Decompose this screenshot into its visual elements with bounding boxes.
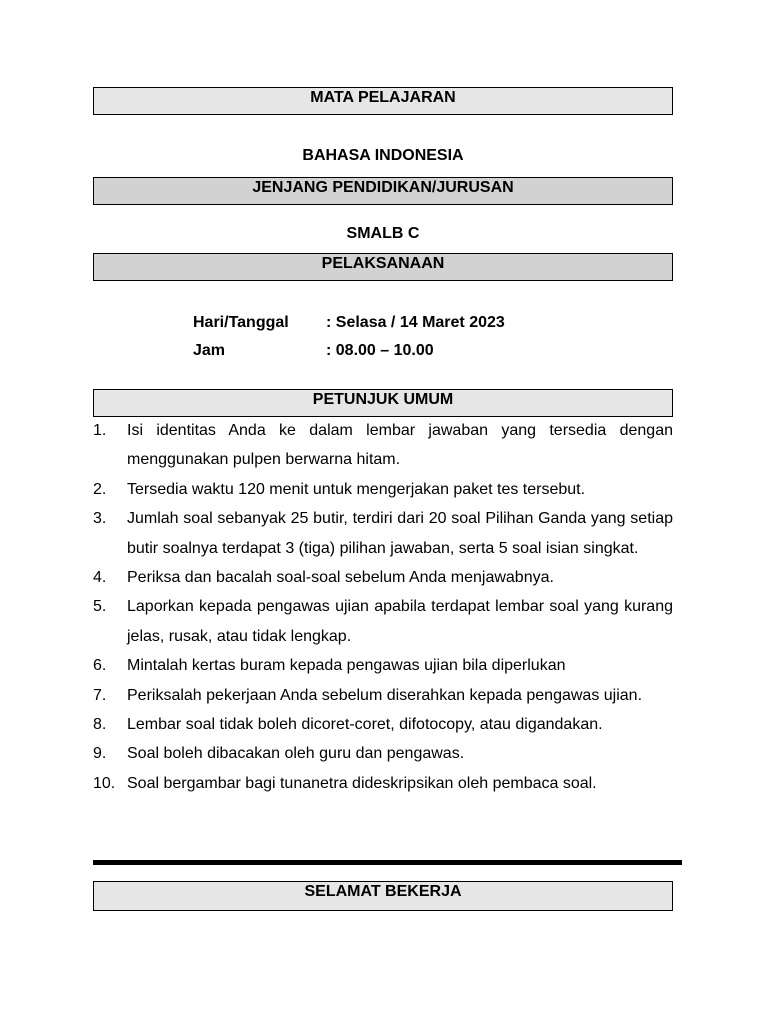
day-label: Hari/Tanggal xyxy=(193,314,289,331)
instruction-number: 3. xyxy=(93,510,107,528)
instruction-text: Soal bergambar bagi tunanetra dideskripsikan oleh pembaca soal. xyxy=(127,774,597,792)
day-value: : Selasa / 14 Maret 2023 xyxy=(326,314,505,331)
instruction-item xyxy=(93,416,673,475)
instruction-item xyxy=(93,739,673,768)
time-value: : 08.00 – 10.00 xyxy=(326,342,434,359)
instruction-number: 4. xyxy=(93,569,107,587)
instruction-text: Soal boleh dibacakan oleh guru dan pengawas. xyxy=(127,745,465,763)
instruction-text: Periksa dan bacalah soal-soal sebelum Anda menjawabnya. xyxy=(127,569,554,587)
instruction-number: 5. xyxy=(93,598,107,616)
instruction-item xyxy=(93,769,673,798)
instruction-list xyxy=(93,416,673,798)
instruction-text: Isi identitas Anda ke dalam lembar jawaban yang tersedia dengan menggunakan pulpen berwarna hitam. xyxy=(127,422,673,469)
instruction-number: 1. xyxy=(93,422,107,439)
closing-header: SELAMAT BEKERJA xyxy=(93,881,673,911)
level-value: SMALB C xyxy=(346,225,420,242)
instruction-item xyxy=(93,504,673,563)
instruction-item xyxy=(93,681,673,710)
execution-header: PELAKSANAAN xyxy=(93,253,673,281)
instruction-text: Jumlah soal sebanyak 25 butir, terdiri dari 20 soal Pilihan Ganda yang setiap butir soalnya terdapat 3 (tiga) pilihan jawaban, serta 5 soal isian singkat. xyxy=(127,510,673,557)
instruction-number: 6. xyxy=(93,657,107,675)
instruction-number: 9. xyxy=(93,745,107,763)
instruction-item xyxy=(93,710,673,739)
time-label: Jam xyxy=(193,342,226,359)
subject-header: MATA PELAJARAN xyxy=(93,87,673,115)
instruction-item xyxy=(93,651,673,680)
instruction-text: Laporkan kepada pengawas ujian apabila terdapat lembar soal yang kurang jelas, rusak, atau tidak lengkap. xyxy=(127,598,673,645)
instruction-item xyxy=(93,592,673,651)
instruction-number: 10. xyxy=(93,774,116,792)
subject-value: BAHASA INDONESIA xyxy=(302,147,464,164)
instruction-text: Tersedia waktu 120 menit untuk mengerjakan paket tes tersebut. xyxy=(127,480,586,498)
instruction-text: Mintalah kertas buram kepada pengawas ujian bila diperlukan xyxy=(127,657,566,675)
divider-rule xyxy=(93,860,682,865)
instruction-number: 8. xyxy=(93,716,107,734)
instruction-number: 2. xyxy=(93,480,107,498)
instruction-number: 7. xyxy=(93,686,107,704)
instruction-item xyxy=(93,563,673,592)
instruction-item xyxy=(93,475,673,504)
level-header: JENJANG PENDIDIKAN/JURUSAN xyxy=(93,177,673,205)
instructions-header: PETUNJUK UMUM xyxy=(93,389,673,417)
instruction-text: Lembar soal tidak boleh dicoret-coret, difotocopy, atau digandakan. xyxy=(127,716,603,734)
instruction-text: Periksalah pekerjaan Anda sebelum diserahkan kepada pengawas ujian. xyxy=(127,686,643,704)
